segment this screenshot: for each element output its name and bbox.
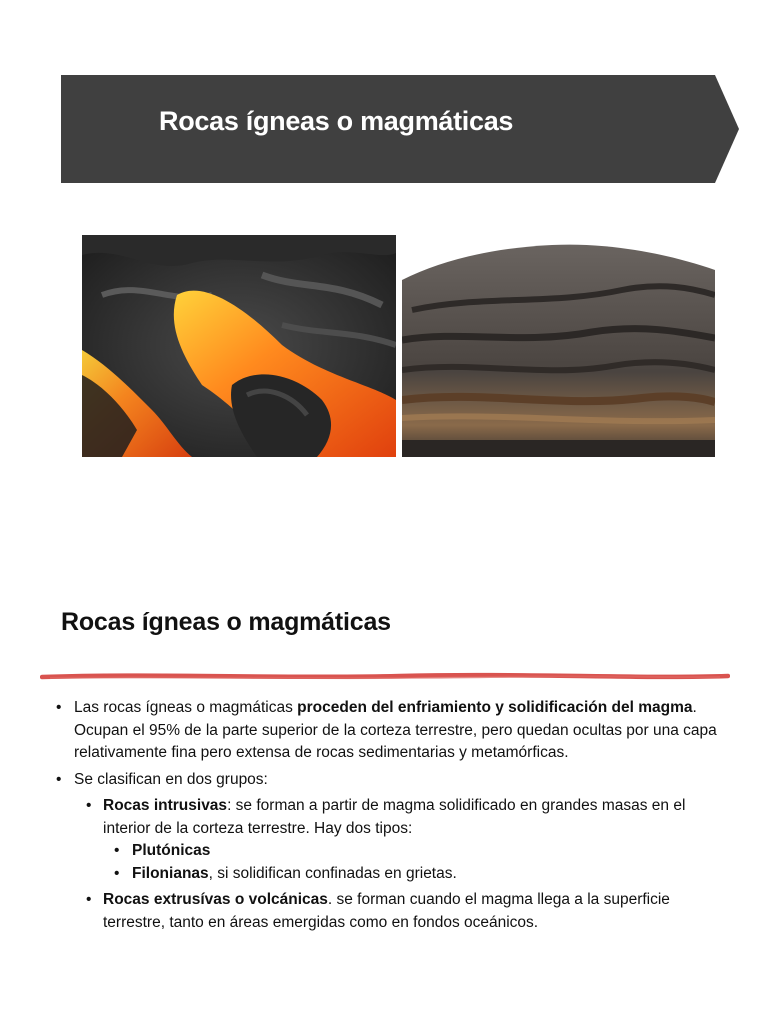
list-item-extrusivas: • Rocas extrusívas o volcánicas. se forman cuando el magma llega a la superficie terrestre, tanto en áreas emergidas como en fondos oceánicos.	[86, 891, 670, 931]
bullet-icon: •	[86, 797, 92, 814]
bullet-icon: •	[86, 891, 92, 908]
slide-2-title: Rocas ígneas o magmáticas	[61, 608, 391, 636]
bullet-icon: •	[114, 864, 120, 882]
volcanic-cliff-photo	[402, 240, 715, 457]
title-banner	[61, 75, 739, 183]
lava-flow-photo	[82, 235, 396, 457]
list-item-filonianas: • Filonianas, si solidifican confinadas en grietas.	[56, 863, 736, 886]
slide-2-content	[56, 697, 736, 934]
slide-2	[0, 580, 768, 1024]
list-item-plutonicas: • Plutónicas	[56, 840, 736, 863]
bullet-icon: •	[56, 770, 62, 788]
bullet-icon: •	[114, 842, 120, 859]
bullet-icon: •	[56, 699, 62, 716]
slide-1-title: Rocas ígneas o magmáticas	[159, 106, 514, 136]
list-item-classification: • Se clasifican en dos grupos:	[56, 769, 736, 792]
list-item-intrusivas: • Rocas intrusivas: se forman a partir de magma solidificado en grandes masas en el interior de la corteza terrestre. Hay dos tipos:	[86, 797, 686, 837]
brush-divider-line	[40, 670, 730, 684]
list-item-origin: • Las rocas ígneas o magmáticas proceden del enfriamiento y solidificación del magma. Ocupan el 95% de la parte superior de la corteza terrestre, pero quedan ocultas por una capa relativamente fina pero extensa de rocas sedimentarias y metamórficas.	[56, 699, 717, 761]
